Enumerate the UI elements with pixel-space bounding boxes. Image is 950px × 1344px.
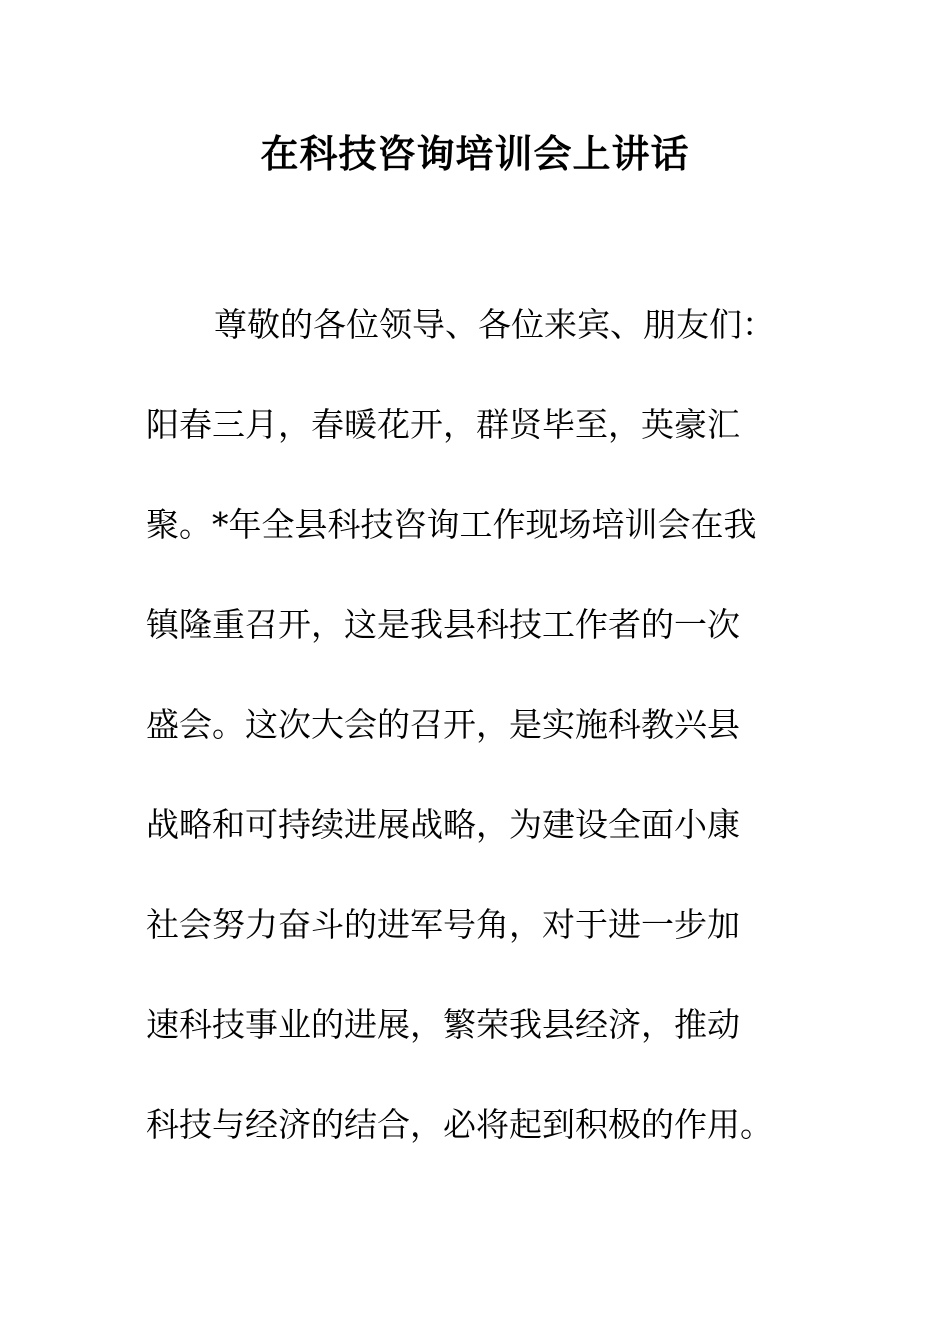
body-line: 聚。*年全县科技咨询工作现场培训会在我 xyxy=(146,505,757,544)
body-line: 镇隆重召开，这是我县科技工作者的一次 xyxy=(146,605,740,644)
body-line: 阳春三月，春暖花开，群贤毕至，英豪汇 xyxy=(146,405,740,444)
body-line-salutation: 尊敬的各位领导、各位来宾、朋友们： xyxy=(214,305,775,344)
body-line: 科技与经济的结合，必将起到积极的作用。 xyxy=(146,1105,773,1144)
body-line: 速科技事业的进展，繁荣我县经济，推动 xyxy=(146,1005,740,1044)
body-line: 社会努力奋斗的进军号角，对于进一步加 xyxy=(146,905,740,944)
document-title: 在科技咨询培训会上讲话 xyxy=(260,131,690,176)
body-line: 盛会。这次大会的召开，是实施科教兴县 xyxy=(146,705,740,744)
body-line: 战略和可持续进展战略，为建设全面小康 xyxy=(146,805,740,844)
